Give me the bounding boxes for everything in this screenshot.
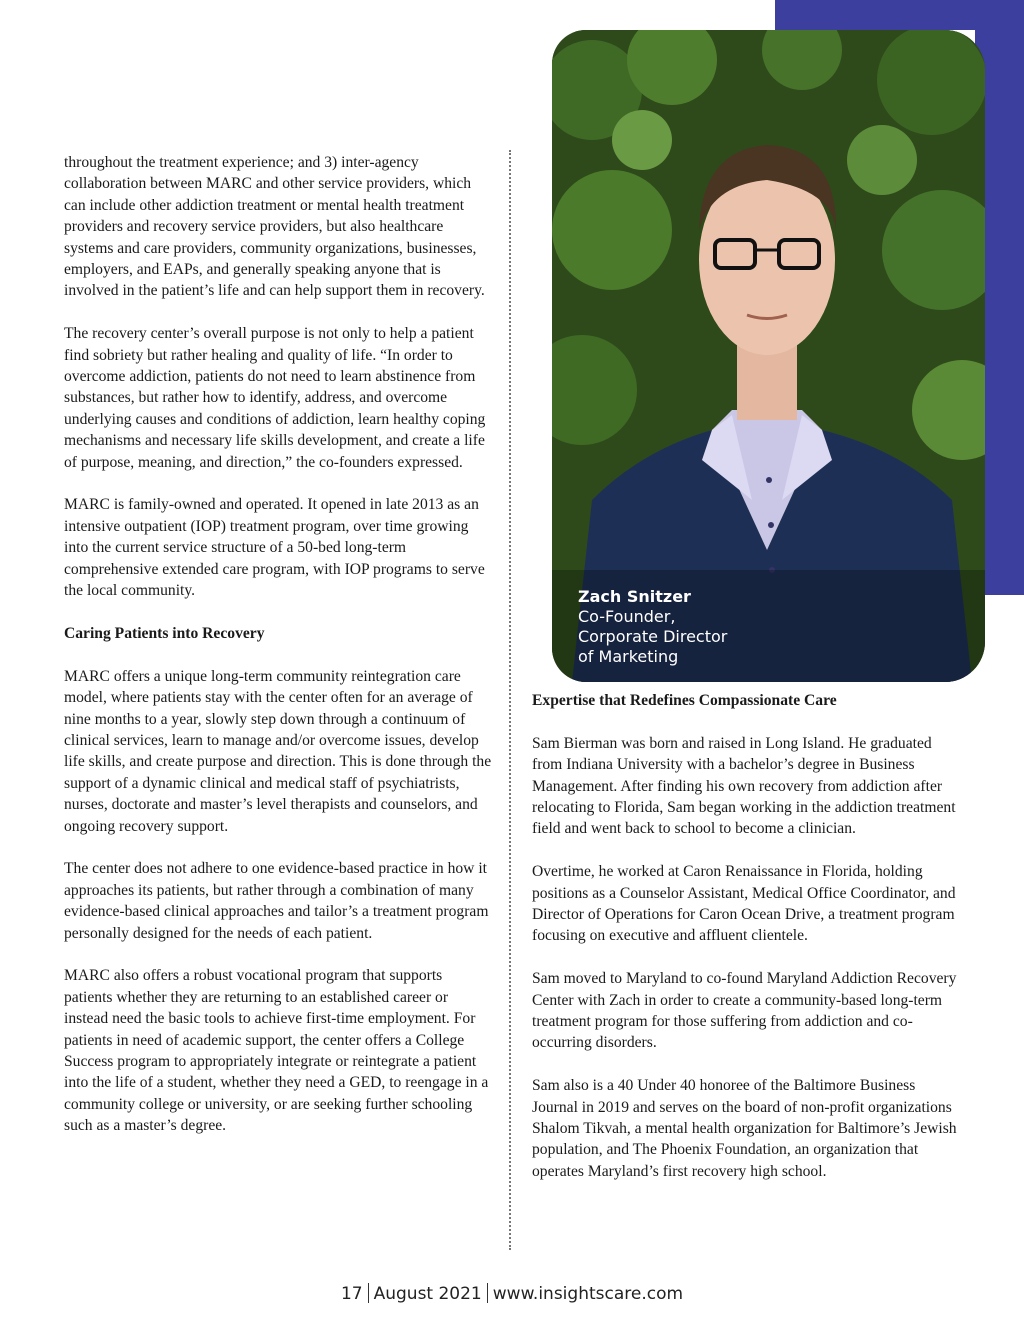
caption-name: Zach Snitzer [578, 587, 691, 606]
portrait-photo [552, 30, 985, 682]
footer-separator [368, 1283, 369, 1303]
left-paragraph: The center does not adhere to one evidence-based practice in how it approaches its patients, but rather through a combination of many evidence-based clinical approaches and tailor’s a treatment program personally designed for the needs of each patient. [64, 860, 489, 942]
left-paragraph: throughout the treatment experience; and 3) inter-agency collaboration between MARC and other service providers, which can include other addiction treatment or mental health treatment providers and recovery service providers, but also healthcare systems and care providers, community organizations, businesses, employers, and EAPs, and generally speaking anyone that is involved in the patient’s life and can help support them in recovery. [64, 154, 485, 300]
column-divider [509, 150, 511, 1250]
caption-role: of Marketing [578, 647, 679, 666]
right-column [532, 690, 964, 1204]
page-number: 17 [340, 1284, 363, 1304]
section-heading: Caring Patients into Recovery [64, 624, 265, 642]
left-paragraph: The recovery center’s overall purpose is not only to help a patient find sobriety but rather healing and quality of life. “In order to overcome addiction, patients do not need to learn abstinence from substances, but rather how to identify, address, and overcome underlying causes and conditions of addiction, learn healthy coping mechanisms and necessary life skills development, and create a life of purpose, meaning, and direction,” the co-founders expressed. [64, 325, 486, 471]
caption-role: Corporate Director [578, 627, 728, 646]
caption-role: Co-Founder, [578, 607, 676, 626]
section-heading: Expertise that Redefines Compassionate Care [532, 692, 837, 709]
page-footer [0, 1283, 1024, 1304]
left-paragraph: MARC offers a unique long-term community reintegration care model, where patients stay with the center often for an average of nine months to a year, slowly step down through a continuum of clinical services, learn to manage and/or overcome issues, develop life skills, and create purpose and direction. This is done through the support of a dynamic clinical and medical staff of psychiatrists, nurses, doctorate and master’s level therapists and counselors, and ongoing recovery support. [64, 667, 492, 835]
website-link[interactable]: www.insightscare.com [492, 1284, 684, 1304]
right-paragraph: Sam Bierman was born and raised in Long Island. He graduated from Indiana University with a bachelor’s degree in Business Management. After finding his own recovery from addiction after relocating to Florida, Sam began working in the addiction treatment field and went back to school to become a clinician. [532, 734, 956, 838]
right-paragraph: Sam moved to Maryland to co-found Maryland Addiction Recovery Center with Zach in order to create a community-based long-term treatment program for those suffering from addiction and co-occurring disorders. [532, 970, 957, 1052]
photo-caption [578, 587, 727, 667]
right-paragraph: Overtime, he worked at Caron Renaissance in Florida, holding positions as a Counselor Assistant, Medical Office Coordinator, and Director of Operations for Caron Ocean Drive, a treatment program focusing on executive and affluent clientele. [532, 863, 956, 945]
left-column [64, 152, 494, 1158]
footer-separator [487, 1283, 488, 1303]
left-paragraph: MARC is family-owned and operated. It opened in late 2013 as an intensive outpatient (IOP) treatment program, over time growing into the current service structure of a 50-bed long-term comprehensive extended care program, with IOP programs to serve the local community. [64, 496, 485, 600]
left-paragraph: MARC also offers a robust vocational program that supports patients whether they are returning to an established career or instead need the basic tools to achieve first-time employment. For patients in need of academic support, the center offers a College Success program to appropriately integrate or reintegrate a patient into the life of a student, whether they need a GED, to reengage in a community college or university, or are seeking further schooling such as a master’s degree. [64, 967, 489, 1135]
right-paragraph: Sam also is a 40 Under 40 honoree of the Baltimore Business Journal in 2019 and serves on the board of non-profit organizations Shalom Tikvah, a mental health organization for Baltimore’s Jewish population, and The Phoenix Foundation, an organization that operates Maryland’s first recovery high school. [532, 1077, 957, 1180]
issue-date: August 2021 [373, 1284, 482, 1304]
portrait-illustration [552, 30, 985, 682]
